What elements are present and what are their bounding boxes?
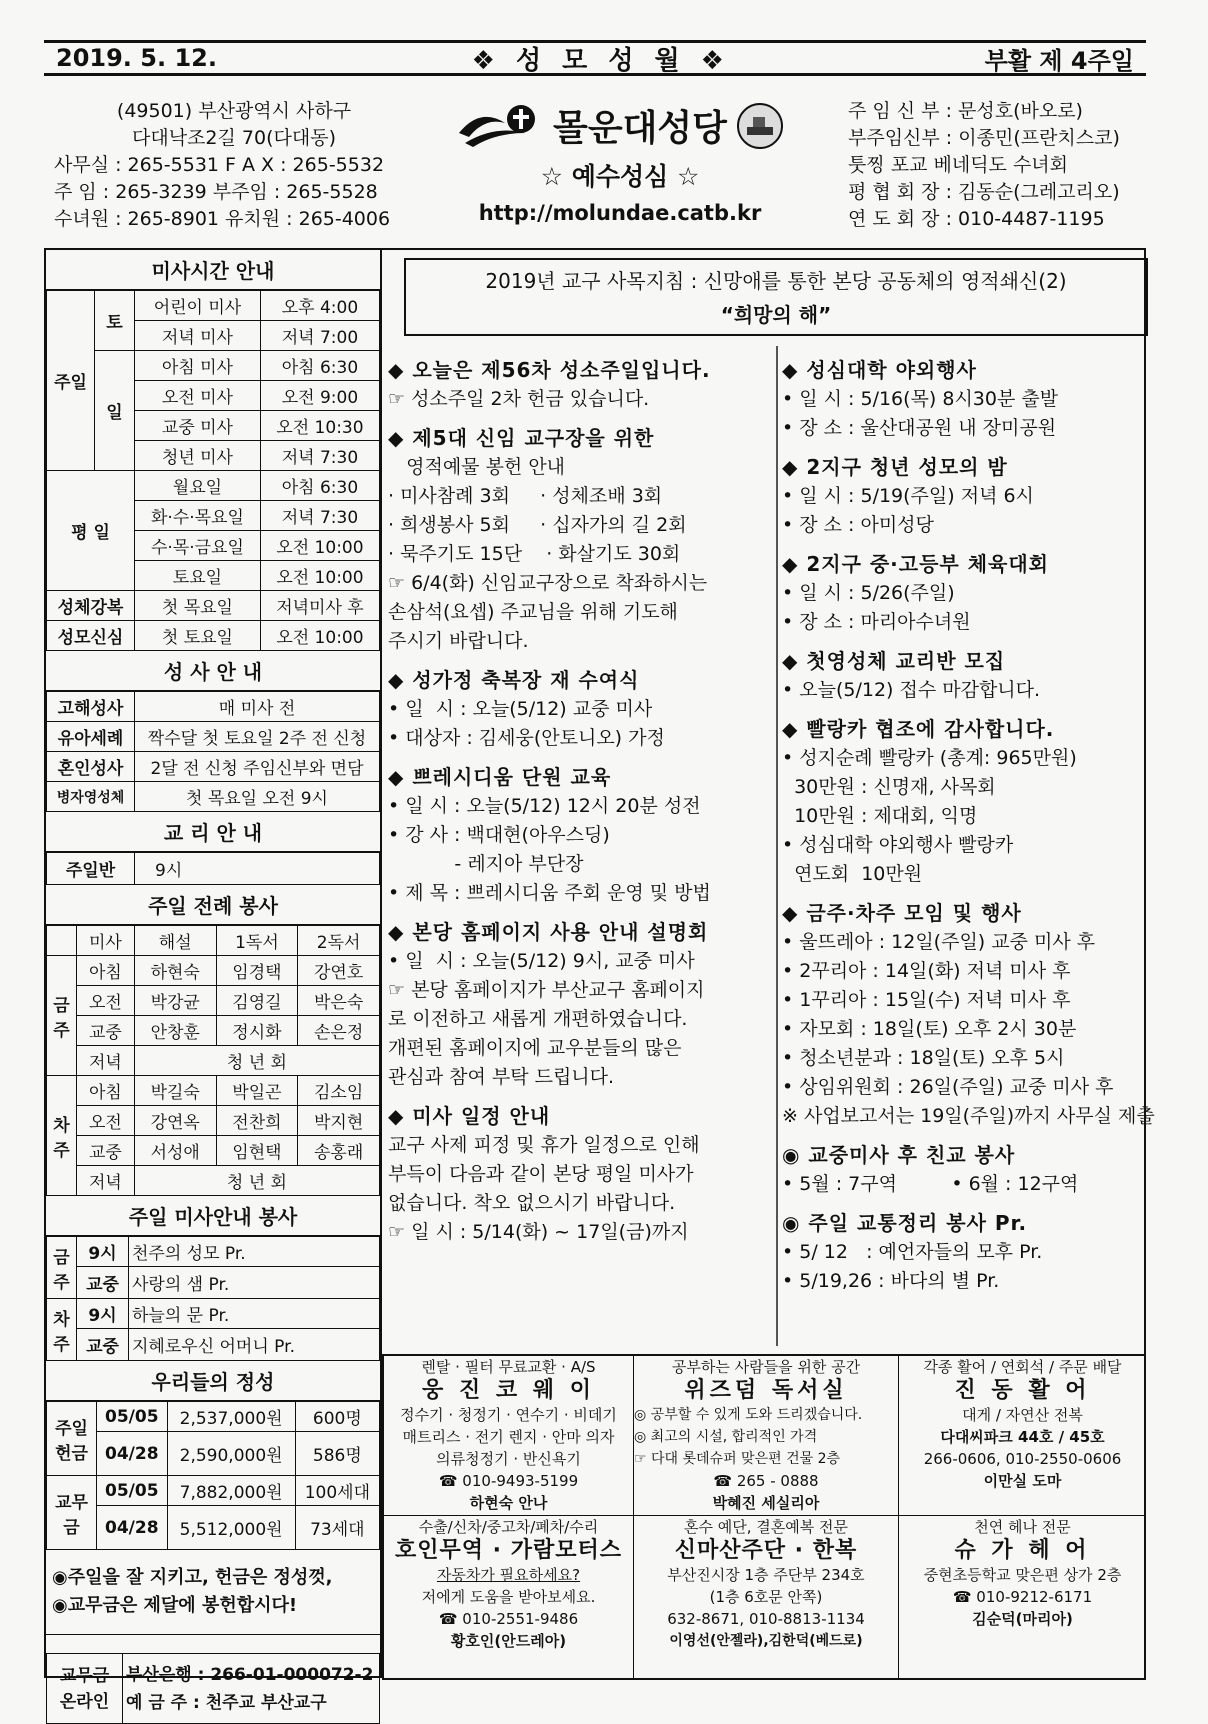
mass-time: 아침 6:30 (260, 471, 379, 501)
notice-heading: ◆ 2지구 중·고등부 체육대회 (782, 552, 1049, 576)
next-week-label: 차주 (47, 1076, 77, 1196)
ad-line: 자동차가 필요하세요? (436, 1566, 581, 1584)
offering-date: 05/05 (97, 1476, 168, 1506)
ad-owner: 이만실 도마 (983, 1472, 1062, 1490)
offering-count: 586명 (295, 1432, 379, 1476)
mass-cell: 교중 (77, 1016, 135, 1046)
ad-phone: ☎ 010-9212-6171 (952, 1588, 1093, 1606)
notice-line: • 2꾸리아 : 14일(화) 저녁 미사 후 (782, 960, 1071, 982)
catechism-title: 교 리 안 내 (46, 812, 380, 852)
online-table (46, 1653, 380, 1724)
benediction-time: 저녁미사 후 (260, 591, 379, 621)
sacrament-title: 성 사 안 내 (46, 651, 380, 691)
theme-slogan: “희망의 해” (720, 303, 832, 327)
name-cell: 전찬희 (216, 1106, 298, 1136)
ad-line: 대게 / 자연산 전복 (962, 1406, 1083, 1424)
ad-coway (384, 1356, 634, 1516)
offering-date: 04/28 (97, 1432, 168, 1476)
notice-line: ☞ 본당 홈페이지가 부산교구 홈페이지 (388, 979, 705, 1001)
notice-line: 손삼석(요셉) 주교님을 위해 기도해 (388, 601, 678, 623)
sacrament-label: 고해성사 (47, 692, 135, 722)
sacrament-label: 혼인성사 (47, 752, 135, 782)
ad-wisdom (634, 1356, 899, 1516)
notice-line: • 성심대학 야외행사 빨랑카 (782, 834, 1014, 856)
issue-date: 2019. 5. 12. (56, 44, 217, 72)
staff-list (848, 98, 1148, 233)
notice-line: • 장 소 : 울산대공원 내 장미공원 (782, 417, 1057, 439)
ad-phone: 632-8671, 010-8813-1134 (667, 1610, 865, 1628)
notice-line: • 일 시 : 오늘(5/12) 교중 미사 (388, 698, 653, 720)
ad-line: 다대씨파크 44호 / 45호 (940, 1428, 1105, 1446)
mass-cell: 교중 (77, 1136, 135, 1166)
mass-name: 월요일 (135, 471, 261, 501)
ad-owner: 김순덕(마리아) (972, 1610, 1073, 1628)
notice-line: 교구 사제 피정 및 휴가 일정으로 인해 (388, 1134, 700, 1156)
guide-week-label: 차주 (47, 1299, 77, 1361)
marian-label: 성모신심 (47, 621, 135, 651)
notice-heading: ◆ 성가정 축복장 재 수여식 (388, 668, 640, 692)
notice-section (782, 899, 1155, 1131)
ad-line: 의류청정기 · 반신욕기 (436, 1450, 581, 1468)
col-head: 해설 (134, 926, 216, 956)
mass-time: 오후 4:00 (260, 291, 379, 321)
col-head: 1독서 (216, 926, 298, 956)
name-cell: 박지현 (298, 1106, 380, 1136)
weekday-label: 평 일 (47, 471, 135, 591)
benediction-day: 첫 목요일 (135, 591, 261, 621)
mass-name: 화·수·목요일 (135, 501, 261, 531)
notice-section (388, 666, 772, 753)
note-line: ◉교무금은 제달에 봉헌합시다! (52, 1595, 298, 1616)
ad-line: 저에게 도움을 받아보세요. (421, 1588, 596, 1606)
notice-line: 없습니다. 착오 없으시기 바랍니다. (388, 1192, 676, 1214)
notice-line: • 일 시 : 오늘(5/12) 12시 20분 성전 (388, 795, 701, 817)
notice-line: ☞ 성소주일 2차 헌금 있습니다. (388, 388, 650, 410)
mass-time: 저녁 7:30 (260, 501, 379, 531)
ad-tagline: 렌탈 · 필터 무료교환 · A/S (421, 1358, 596, 1376)
motto: ☆ 예수성심 ☆ (540, 162, 700, 191)
notice-line: 주시기 바랍니다. (388, 630, 529, 652)
notice-line: · 희생봉사 5회 · 십자가의 길 2회 (388, 514, 687, 536)
name-cell: 강연옥 (134, 1106, 216, 1136)
church-contact (54, 98, 414, 233)
mass-name: 청년 미사 (135, 441, 261, 471)
bank-account: 부산은행 : 266-01-000072-2 (126, 1664, 374, 1685)
mass-time: 오전 10:30 (260, 411, 379, 441)
sun-label: 일 (95, 351, 135, 471)
online-label: 교무금 온라인 (47, 1654, 123, 1724)
ad-phone: ☎ 010-2551-9486 (438, 1610, 579, 1628)
liturgy-table (46, 925, 380, 1196)
ad-name: 슈 가 헤 어 (954, 1538, 1091, 1563)
mass-cell: 오전 (77, 986, 135, 1016)
notice-line: • 일 시 : 5/19(주일) 저녁 6시 (782, 485, 1034, 507)
ad-tagline: 천연 헤나 전문 (974, 1518, 1071, 1536)
guide-praesidium: 지혜로우신 어머니 Pr. (129, 1329, 380, 1361)
staff-line: 주 임 신 부 : 문성호(바오로) (848, 100, 1083, 122)
mass-time: 오전 10:00 (260, 531, 379, 561)
ad-phone: ☎ 265 - 0888 (713, 1472, 819, 1490)
notice-section (782, 356, 1144, 443)
ad-line: 매트리스 · 전기 렌지 · 안마 의자 (402, 1428, 615, 1446)
sacrament-info: 2달 전 신청 주임신부와 면담 (135, 752, 380, 782)
column-divider (776, 346, 778, 1346)
guide-mass: 9시 (77, 1237, 129, 1267)
staff-line: 연 도 회 장 : 010-4487-1195 (848, 208, 1105, 230)
notice-line: ☞ 6/4(화) 신임교구장으로 착좌하시는 (388, 572, 708, 594)
name-cell: 강연호 (298, 956, 380, 986)
mass-name: 교중 미사 (135, 411, 261, 441)
guide-praesidium: 사랑의 샘 Pr. (129, 1267, 380, 1299)
notice-section (388, 763, 772, 908)
notice-section (782, 647, 1144, 705)
offering-amount: 2,590,000원 (167, 1432, 295, 1476)
ad-line: 중현초등학교 맞은편 상가 2층 (923, 1566, 1122, 1584)
ad-phone: ☎ 010-9493-5199 (438, 1472, 579, 1490)
notice-heading: ◆ 제5대 신임 교구장을 위한 (388, 426, 655, 450)
mass-time: 오전 9:00 (260, 381, 379, 411)
ad-phone: 266-0606, 010-2550-0606 (923, 1450, 1122, 1468)
youth-cell: 청 년 회 (134, 1166, 379, 1196)
guide-praesidium: 하늘의 문 Pr. (129, 1299, 380, 1329)
sacrament-label: 유아세례 (47, 722, 135, 752)
month-title: ❖ 성 모 성 월 ❖ (471, 45, 730, 76)
sacrament-info: 짝수달 첫 토요일 2주 전 신청 (135, 722, 380, 752)
mass-time: 오전 10:00 (260, 561, 379, 591)
ad-owner: 황호인(안드레아) (450, 1632, 567, 1650)
notice-line: • 강 사 : 백대현(아우스딩) (388, 824, 610, 846)
notice-line: 관심과 참여 부탁 드립니다. (388, 1066, 615, 1088)
notice-section (782, 1141, 1144, 1199)
name-cell: 하현숙 (134, 956, 216, 986)
benediction-label: 성체강복 (47, 591, 135, 621)
offering-count: 100세대 (295, 1476, 379, 1506)
ad-name: 호인무역 · 가람모터스 (395, 1538, 622, 1563)
notice-line: • 상임위원회 : 26일(주일) 교중 미사 후 (782, 1076, 1114, 1098)
notice-line: 30만원 : 신명재, 사목회 (782, 776, 996, 798)
mass-times-title: 미사시간 안내 (46, 250, 380, 290)
ad-sugar-hair (899, 1516, 1146, 1678)
notice-line: • 일 시 : 5/16(목) 8시30분 출발 (782, 388, 1059, 410)
sat-label: 토 (95, 291, 135, 351)
notice-section (782, 550, 1144, 637)
staff-line: 평 협 회 장 : 김동순(그레고리오) (848, 181, 1120, 203)
notice-heading: ◆ 첫영성체 교리반 모집 (782, 649, 1006, 673)
notice-line: • 장 소 : 아미성당 (782, 514, 934, 536)
address-line: 다대낙조2길 70(다대동) (132, 127, 336, 149)
notice-heading: ◆ 2지구 청년 성모의 밤 (782, 455, 1008, 479)
sunday-label: 주일 (47, 291, 95, 471)
staff-line: 부주임신부 : 이종민(프란치스코) (848, 127, 1120, 149)
mass-name: 아침 미사 (135, 351, 261, 381)
mass-name: 어린이 미사 (135, 291, 261, 321)
notice-line: 부득이 다음과 같이 본당 평일 미사가 (388, 1163, 694, 1185)
notice-section (388, 356, 772, 414)
col-head: 미사 (77, 926, 135, 956)
ad-name: 위즈덤 독서실 (684, 1378, 848, 1403)
notice-line: · 묵주기도 15단 · 화살기도 30회 (388, 543, 681, 565)
sacrament-info: 첫 목요일 오전 9시 (135, 782, 380, 812)
mass-cell: 저녁 (77, 1166, 135, 1196)
online-account (123, 1654, 380, 1724)
notice-line: ※ 사업보고서는 19일(주일)까지 사무실 제출 (782, 1105, 1155, 1127)
mass-time: 아침 6:30 (260, 351, 379, 381)
name-cell: 김영길 (216, 986, 298, 1016)
notice-line: • 오늘(5/12) 접수 마감합니다. (782, 679, 1041, 701)
ad-line: ◎ 공부할 수 있게 도와 드리겠습니다. (634, 1407, 863, 1423)
notice-line: • 제 목 : 쁘레시디움 주회 운영 및 방법 (388, 882, 711, 904)
offering-type: 주일헌금 (47, 1402, 97, 1476)
masthead (420, 100, 820, 225)
ad-owner: 박혜진 세실리아 (712, 1494, 820, 1512)
ad-name: 신마산주단 · 한복 (674, 1538, 858, 1563)
offering-count: 600명 (295, 1402, 379, 1432)
notice-heading: ◆ 쁘레시디움 단원 교육 (388, 765, 612, 789)
notice-heading: ◆ 성심대학 야외행사 (782, 358, 977, 382)
notice-line: 연도회 10만원 (782, 863, 923, 885)
notices-column-2 (782, 346, 1155, 1296)
ad-tagline: 혼수 예단, 결혼예복 전문 (684, 1518, 848, 1536)
ad-line: (1층 6호문 안쪽) (709, 1588, 823, 1606)
theme-line: 2019년 교구 사목지침 : 신망애를 통한 본당 공동체의 영적쇄신(2) (485, 269, 1067, 293)
notice-line: - 레지아 부단장 (388, 853, 584, 875)
church-name: 몰운대성당 (553, 108, 727, 149)
mass-cell: 아침 (77, 956, 135, 986)
guide-praesidium: 천주의 성모 Pr. (129, 1237, 380, 1267)
sacrament-info: 매 미사 전 (135, 692, 380, 722)
sacrament-table (46, 691, 380, 812)
offering-notes (46, 1550, 380, 1635)
name-cell: 박길숙 (134, 1076, 216, 1106)
mass-times-table (46, 290, 380, 651)
note-line: ◉주일을 잘 지키고, 헌금은 정성껏, (52, 1567, 333, 1588)
offering-amount: 5,512,000원 (167, 1506, 295, 1550)
offering-date: 05/05 (97, 1402, 168, 1432)
mass-name: 수·목·금요일 (135, 531, 261, 561)
ad-line: ◎ 최고의 시설, 합리적인 가격 (634, 1429, 818, 1445)
phone-line: 사무실 : 265-5531 F A X : 265-5532 (54, 154, 385, 176)
notice-line: • 1꾸리아 : 15일(수) 저녁 미사 후 (782, 989, 1071, 1011)
ad-line: 부산진시장 1층 주단부 234호 (667, 1566, 865, 1584)
ad-owner: 이영선(안젤라),김한덕(베드로) (669, 1633, 863, 1649)
catechism-time: 9시 (135, 853, 380, 885)
notice-heading: ◉ 교중미사 후 친교 봉사 (782, 1143, 1016, 1167)
notice-line: 10만원 : 제대회, 익명 (782, 805, 978, 827)
guide-mass: 교중 (77, 1267, 129, 1299)
mass-name: 오전 미사 (135, 381, 261, 411)
address-line: (49501) 부산광역시 사하구 (116, 100, 352, 122)
name-cell: 안창훈 (134, 1016, 216, 1046)
offering-type: 교무금 (47, 1476, 97, 1550)
notice-line: • 대상자 : 김세웅(안토니오) 가정 (388, 727, 665, 749)
notices-column-1 (388, 346, 772, 1247)
notice-heading: ◆ 오늘은 제56차 성소주일입니다. (388, 358, 711, 382)
guide-table (46, 1236, 380, 1361)
ads-area (382, 1354, 1146, 1680)
offering-title: 우리들의 정성 (46, 1361, 380, 1401)
ad-hoin (384, 1516, 634, 1678)
notice-line: 개편된 홈페이지에 교우분들의 많은 (388, 1037, 682, 1059)
notice-line: • 청소년분과 : 18일(토) 오후 5시 (782, 1047, 1065, 1069)
notice-heading: ◉ 주일 교통정리 봉사 Pr. (782, 1211, 1028, 1235)
staff-line: 툿찡 포교 베네딕도 수녀회 (848, 154, 1069, 176)
name-cell: 송홍래 (298, 1136, 380, 1166)
notice-section (782, 715, 1144, 889)
col-head: 2독서 (298, 926, 380, 956)
mass-time: 저녁 7:00 (260, 321, 379, 351)
guide-mass: 교중 (77, 1329, 129, 1361)
guide-mass: 9시 (77, 1299, 129, 1329)
marian-time: 오전 10:00 (260, 621, 379, 651)
notice-line: • 울뜨레아 : 12일(주일) 교중 미사 후 (782, 931, 1096, 953)
ad-name: 진 동 활 어 (954, 1378, 1091, 1403)
notice-line: • 성지순례 빨랑카 (총계: 965만원) (782, 747, 1077, 769)
name-cell: 박강균 (134, 986, 216, 1016)
offering-table (46, 1401, 380, 1550)
mass-cell: 저녁 (77, 1046, 135, 1076)
catechism-table (46, 852, 380, 885)
notice-section (782, 453, 1144, 540)
mass-name: 저녁 미사 (135, 321, 261, 351)
guide-title: 주일 미사안내 봉사 (46, 1196, 380, 1236)
name-cell: 김소임 (298, 1076, 380, 1106)
name-cell: 손은정 (298, 1016, 380, 1046)
mass-time: 저녁 7:30 (260, 441, 379, 471)
ship-seal-icon (735, 101, 785, 151)
notice-section (782, 1209, 1144, 1296)
notice-line: • 5/19,26 : 바다의 별 Pr. (782, 1270, 1000, 1292)
pastoral-theme-box (404, 258, 1148, 336)
notice-section (388, 918, 772, 1092)
notice-line: 영적예물 봉헌 안내 (388, 456, 566, 478)
notice-heading: ◆ 본당 홈페이지 사용 안내 설명회 (388, 920, 709, 944)
notice-line: • 장 소 : 마리아수녀원 (782, 611, 971, 633)
notice-heading: ◆ 빨랑카 협조에 감사합니다. (782, 717, 1055, 741)
mass-cell: 오전 (77, 1106, 135, 1136)
wave-emblem-icon (455, 103, 545, 149)
liturgy-title: 주일 전례 봉사 (46, 885, 380, 925)
notice-line: 로 이전하고 새롭게 개편하였습니다. (388, 1008, 688, 1030)
this-week-label: 금주 (47, 956, 77, 1076)
name-cell: 정시화 (216, 1016, 298, 1046)
ad-line: 정수기 · 청정기 · 연수기 · 비데기 (400, 1406, 617, 1424)
notice-heading: ◆ 미사 일정 안내 (388, 1104, 551, 1128)
notice-section (388, 1102, 772, 1247)
offering-amount: 7,882,000원 (167, 1476, 295, 1506)
ad-tagline: 각종 활어 / 연회석 / 주문 배달 (923, 1358, 1122, 1376)
liturgical-week: 부활 제 4주일 (984, 46, 1134, 75)
phone-line: 주 임 : 265-3239 부주임 : 265-5528 (54, 181, 378, 203)
name-cell: 서성애 (134, 1136, 216, 1166)
name-cell: 임현택 (216, 1136, 298, 1166)
ad-name: 웅 진 코 웨 이 (422, 1378, 595, 1403)
ad-jusan (634, 1516, 899, 1678)
youth-cell: 청 년 회 (134, 1046, 379, 1076)
website-url: http://molundae.catb.kr (478, 201, 762, 225)
mass-cell: 아침 (77, 1076, 135, 1106)
offering-count: 73세대 (295, 1506, 379, 1550)
offering-date: 04/28 (97, 1506, 168, 1550)
sacrament-label: 병자영성체 (47, 782, 135, 812)
ad-line: ☞ 다대 롯데슈퍼 맞은편 건물 2층 (634, 1451, 840, 1467)
notice-line: • 5월 : 7구역 • 6월 : 12구역 (782, 1173, 1079, 1195)
church-logo (420, 100, 820, 151)
name-cell: 임경택 (216, 956, 298, 986)
notice-line: ☞ 일 시 : 5/14(화) ~ 17일(금)까지 (388, 1221, 689, 1243)
account-holder: 예 금 주 : 천주교 부산교구 (126, 1692, 327, 1713)
notice-line: • 일 시 : 오늘(5/12) 9시, 교중 미사 (388, 950, 695, 972)
catechism-label: 주일반 (47, 853, 135, 885)
notice-line: • 5/ 12 : 예언자들의 모후 Pr. (782, 1241, 1043, 1263)
ad-jindong (899, 1356, 1146, 1516)
notice-heading: ◆ 금주·차주 모임 및 행사 (782, 901, 1022, 925)
phone-line: 수녀원 : 265-8901 유치원 : 265-4006 (54, 208, 391, 230)
marian-day: 첫 토요일 (135, 621, 261, 651)
ad-owner: 하현숙 안나 (469, 1494, 548, 1512)
notice-line: · 미사참례 3회 · 성체조배 3회 (388, 485, 663, 507)
mass-name: 토요일 (135, 561, 261, 591)
name-cell: 박일곤 (216, 1076, 298, 1106)
notice-line: • 일 시 : 5/26(주일) (782, 582, 955, 604)
ad-tagline: 공부하는 사람들을 위한 공간 (671, 1358, 861, 1376)
notice-section (388, 424, 772, 656)
offering-amount: 2,537,000원 (167, 1402, 295, 1432)
left-column (44, 248, 382, 1713)
top-bar (44, 40, 1146, 76)
ad-tagline: 수출/신차/중고차/폐차/수리 (418, 1518, 599, 1536)
guide-week-label: 금주 (47, 1237, 77, 1299)
notice-line: • 자모회 : 18일(토) 오후 2시 30분 (782, 1018, 1077, 1040)
name-cell: 박은숙 (298, 986, 380, 1016)
